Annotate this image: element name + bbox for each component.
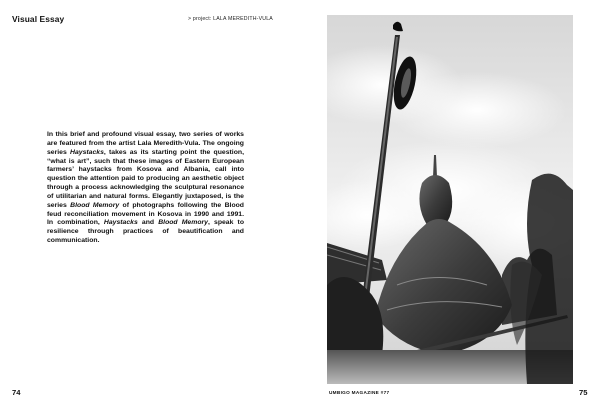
haystack-photo <box>327 15 573 384</box>
essay-text: and <box>137 219 159 227</box>
essay-text: of photographs following the Blood feud reconciliation movement in Kosova in 1990 and 1991. In combination, <box>47 201 244 227</box>
essay-series-title: Haystacks <box>103 219 138 227</box>
essay-series-title: Haystacks <box>70 148 104 156</box>
essay-series-title: Blood Memory <box>158 219 208 227</box>
page-number-right: 75 <box>579 388 588 397</box>
essay-text: , speak to resilience through practices of beautification and communication. <box>47 219 244 245</box>
project-label: > project: LALA MEREDITH-VULA <box>188 16 273 22</box>
page-number-left: 74 <box>12 388 21 397</box>
magazine-name: UMBIGO MAGAZINE #77 <box>329 390 390 395</box>
essay-paragraph <box>47 131 244 246</box>
section-title: Visual Essay <box>12 14 65 24</box>
essay-series-title: Blood Memory <box>70 201 120 209</box>
essay-text: In this brief and profound visual essay, two series of works are featured from the artist Lala Meredith-Vula. The ongoing series <box>47 131 244 156</box>
essay-text: , takes as its starting point the question, “what is art”, such that these images of Eastern European farmers’ haystacks from Kosova and Albania, call into question the attention paid to producing an aesthetic object through a process acknowledging the sculptural resonance of utilitarian and natural forms. Elegantly juxtaposed, is the series <box>47 148 244 209</box>
